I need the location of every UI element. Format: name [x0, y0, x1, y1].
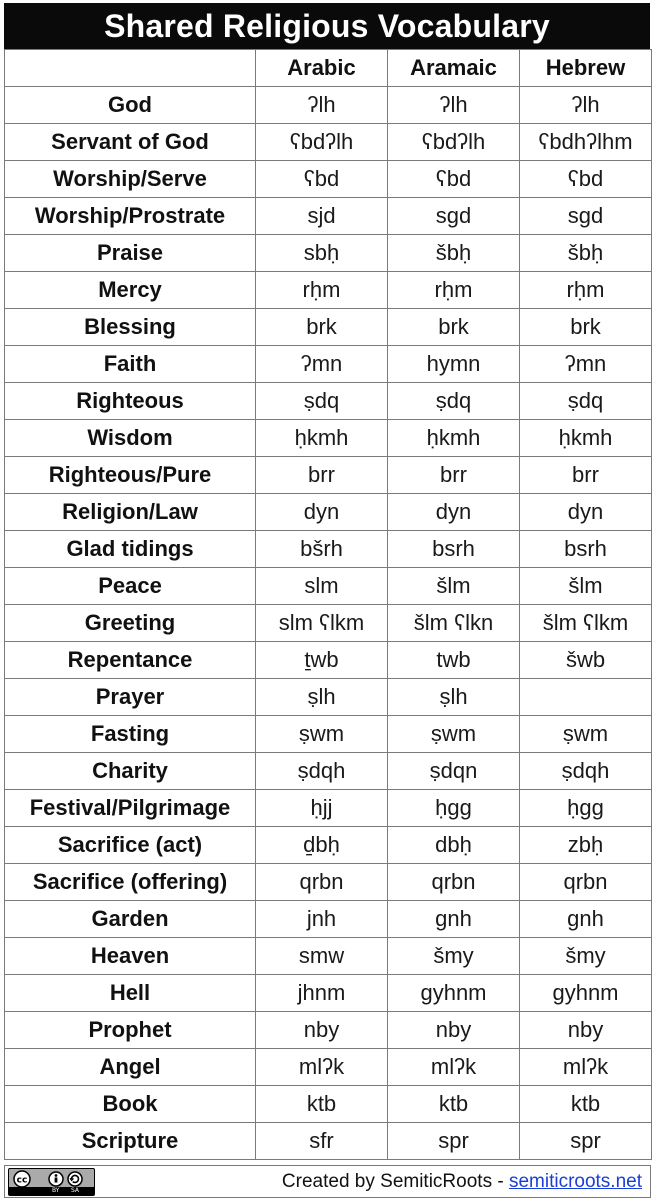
term-cell: Fasting: [5, 716, 256, 753]
aramaic-cell: twb: [388, 642, 520, 679]
arabic-cell: ʕbdʔlh: [256, 124, 388, 161]
aramaic-cell: qrbn: [388, 864, 520, 901]
aramaic-cell: mlʔk: [388, 1049, 520, 1086]
cc-by-sa-icon[interactable]: [8, 1168, 95, 1196]
cc-by-label: BY: [52, 1187, 60, 1194]
hebrew-cell: gyhnm: [520, 975, 652, 1012]
hebrew-cell: gnh: [520, 901, 652, 938]
table-row: [5, 790, 652, 827]
table-row: [5, 1012, 652, 1049]
arabic-cell: slm ʕlkm: [256, 605, 388, 642]
hebrew-cell: dyn: [520, 494, 652, 531]
aramaic-cell: ʕbdʔlh: [388, 124, 520, 161]
hebrew-cell: šwb: [520, 642, 652, 679]
term-cell: Glad tidings: [5, 531, 256, 568]
hebrew-cell: šlm: [520, 568, 652, 605]
aramaic-cell: gnh: [388, 901, 520, 938]
table-row: [5, 124, 652, 161]
hebrew-cell: ʔmn: [520, 346, 652, 383]
arabic-cell: ṣwm: [256, 716, 388, 753]
arabic-cell: ṯwb: [256, 642, 388, 679]
arabic-cell: mlʔk: [256, 1049, 388, 1086]
aramaic-cell: šlm: [388, 568, 520, 605]
arabic-cell: ʔmn: [256, 346, 388, 383]
term-cell: Righteous: [5, 383, 256, 420]
arabic-cell: ʔlh: [256, 87, 388, 124]
hebrew-cell: šlm ʕlkm: [520, 605, 652, 642]
arabic-cell: slm: [256, 568, 388, 605]
hebrew-cell: ṣdq: [520, 383, 652, 420]
table-row: [5, 716, 652, 753]
term-cell: Religion/Law: [5, 494, 256, 531]
aramaic-cell: ḥgg: [388, 790, 520, 827]
term-cell: Wisdom: [5, 420, 256, 457]
hebrew-cell: qrbn: [520, 864, 652, 901]
aramaic-cell: nby: [388, 1012, 520, 1049]
arabic-cell: smw: [256, 938, 388, 975]
table-row: [5, 272, 652, 309]
aramaic-cell: hymn: [388, 346, 520, 383]
table-row: [5, 383, 652, 420]
aramaic-cell: ṣdq: [388, 383, 520, 420]
hebrew-cell: ṣdqh: [520, 753, 652, 790]
term-cell: Scripture: [5, 1123, 256, 1160]
arabic-cell: ḥkmh: [256, 420, 388, 457]
hebrew-cell: ʕbdhʔlhm: [520, 124, 652, 161]
header-aramaic: Aramaic: [388, 50, 520, 87]
table-row: [5, 309, 652, 346]
hebrew-cell: šmy: [520, 938, 652, 975]
arabic-cell: ḏbḥ: [256, 827, 388, 864]
aramaic-cell: ktb: [388, 1086, 520, 1123]
svg-text:cc: cc: [16, 1175, 28, 1186]
hebrew-cell: rḥm: [520, 272, 652, 309]
header-hebrew: Hebrew: [520, 50, 652, 87]
arabic-cell: brr: [256, 457, 388, 494]
term-cell: Sacrifice (act): [5, 827, 256, 864]
aramaic-cell: gyhnm: [388, 975, 520, 1012]
table-row: [5, 901, 652, 938]
table-row: [5, 161, 652, 198]
aramaic-cell: brr: [388, 457, 520, 494]
arabic-cell: sbḥ: [256, 235, 388, 272]
table-row: [5, 975, 652, 1012]
aramaic-cell: ʕbd: [388, 161, 520, 198]
table-row: [5, 494, 652, 531]
aramaic-cell: bsrh: [388, 531, 520, 568]
aramaic-cell: sgd: [388, 198, 520, 235]
table-row: [5, 605, 652, 642]
arabic-cell: ḥjj: [256, 790, 388, 827]
term-cell: Hell: [5, 975, 256, 1012]
aramaic-cell: brk: [388, 309, 520, 346]
table-row: [5, 457, 652, 494]
hebrew-cell: ʔlh: [520, 87, 652, 124]
aramaic-cell: ḥkmh: [388, 420, 520, 457]
term-cell: Peace: [5, 568, 256, 605]
hebrew-cell: ṣwm: [520, 716, 652, 753]
credit-text: Created by SemiticRoots -: [281, 1171, 509, 1192]
hebrew-cell: nby: [520, 1012, 652, 1049]
hebrew-cell: brk: [520, 309, 652, 346]
credit-line: [282, 1171, 642, 1193]
table-row: [5, 346, 652, 383]
hebrew-cell: ḥgg: [520, 790, 652, 827]
aramaic-cell: ṣdqn: [388, 753, 520, 790]
term-cell: God: [5, 87, 256, 124]
term-cell: Garden: [5, 901, 256, 938]
table-row: [5, 938, 652, 975]
arabic-cell: bšrh: [256, 531, 388, 568]
term-cell: Repentance: [5, 642, 256, 679]
term-cell: Worship/Serve: [5, 161, 256, 198]
arabic-cell: ṣdqh: [256, 753, 388, 790]
hebrew-cell: ḥkmh: [520, 420, 652, 457]
arabic-cell: dyn: [256, 494, 388, 531]
term-cell: Charity: [5, 753, 256, 790]
hebrew-cell: zbḥ: [520, 827, 652, 864]
table-row: [5, 87, 652, 124]
cc-license-symbols-icon: [9, 1169, 94, 1187]
arabic-cell: sjd: [256, 198, 388, 235]
aramaic-cell: ṣwm: [388, 716, 520, 753]
arabic-cell: jhnm: [256, 975, 388, 1012]
aramaic-cell: spr: [388, 1123, 520, 1160]
term-cell: Praise: [5, 235, 256, 272]
cc-sa-label: SA: [71, 1187, 80, 1194]
arabic-cell: nby: [256, 1012, 388, 1049]
table-row: [5, 1123, 652, 1160]
term-cell: Blessing: [5, 309, 256, 346]
arabic-cell: rḥm: [256, 272, 388, 309]
table-row: [5, 827, 652, 864]
aramaic-cell: ṣlh: [388, 679, 520, 716]
aramaic-cell: dbḥ: [388, 827, 520, 864]
vocabulary-table: [4, 49, 652, 1160]
term-cell: Righteous/Pure: [5, 457, 256, 494]
aramaic-cell: rḥm: [388, 272, 520, 309]
aramaic-cell: šbḥ: [388, 235, 520, 272]
hebrew-cell: sgd: [520, 198, 652, 235]
arabic-cell: ṣdq: [256, 383, 388, 420]
arabic-cell: sfr: [256, 1123, 388, 1160]
table-row: [5, 679, 652, 716]
arabic-cell: brk: [256, 309, 388, 346]
hebrew-cell: ʕbd: [520, 161, 652, 198]
term-cell: Prophet: [5, 1012, 256, 1049]
hebrew-cell: ktb: [520, 1086, 652, 1123]
hebrew-cell: spr: [520, 1123, 652, 1160]
hebrew-cell: šbḥ: [520, 235, 652, 272]
term-cell: Mercy: [5, 272, 256, 309]
term-cell: Servant of God: [5, 124, 256, 161]
table-row: [5, 420, 652, 457]
table-row: [5, 864, 652, 901]
aramaic-cell: šlm ʕlkn: [388, 605, 520, 642]
term-cell: Greeting: [5, 605, 256, 642]
arabic-cell: ʕbd: [256, 161, 388, 198]
arabic-cell: jnh: [256, 901, 388, 938]
table-row: [5, 753, 652, 790]
table-row: [5, 198, 652, 235]
term-cell: Sacrifice (offering): [5, 864, 256, 901]
table-row: [5, 531, 652, 568]
table-row: [5, 1049, 652, 1086]
term-cell: Book: [5, 1086, 256, 1123]
header-empty-cell: [5, 50, 256, 87]
hebrew-cell: [520, 679, 652, 716]
hebrew-cell: mlʔk: [520, 1049, 652, 1086]
hebrew-cell: bsrh: [520, 531, 652, 568]
arabic-cell: qrbn: [256, 864, 388, 901]
term-cell: Prayer: [5, 679, 256, 716]
header-arabic: Arabic: [256, 50, 388, 87]
table-row: [5, 568, 652, 605]
term-cell: Angel: [5, 1049, 256, 1086]
arabic-cell: ktb: [256, 1086, 388, 1123]
semiticroots-link[interactable]: semiticroots.net: [508, 1171, 642, 1192]
term-cell: Faith: [5, 346, 256, 383]
aramaic-cell: dyn: [388, 494, 520, 531]
term-cell: Worship/Prostrate: [5, 198, 256, 235]
footer: [4, 1165, 651, 1198]
table-row: [5, 1086, 652, 1123]
aramaic-cell: ʔlh: [388, 87, 520, 124]
page-title: Shared Religious Vocabulary: [4, 3, 650, 49]
vocabulary-rows: [5, 87, 652, 1160]
term-cell: Festival/Pilgrimage: [5, 790, 256, 827]
table-row: [5, 642, 652, 679]
arabic-cell: ṣlh: [256, 679, 388, 716]
term-cell: Heaven: [5, 938, 256, 975]
table-row: [5, 235, 652, 272]
header-row: [5, 50, 652, 87]
aramaic-cell: šmy: [388, 938, 520, 975]
hebrew-cell: brr: [520, 457, 652, 494]
